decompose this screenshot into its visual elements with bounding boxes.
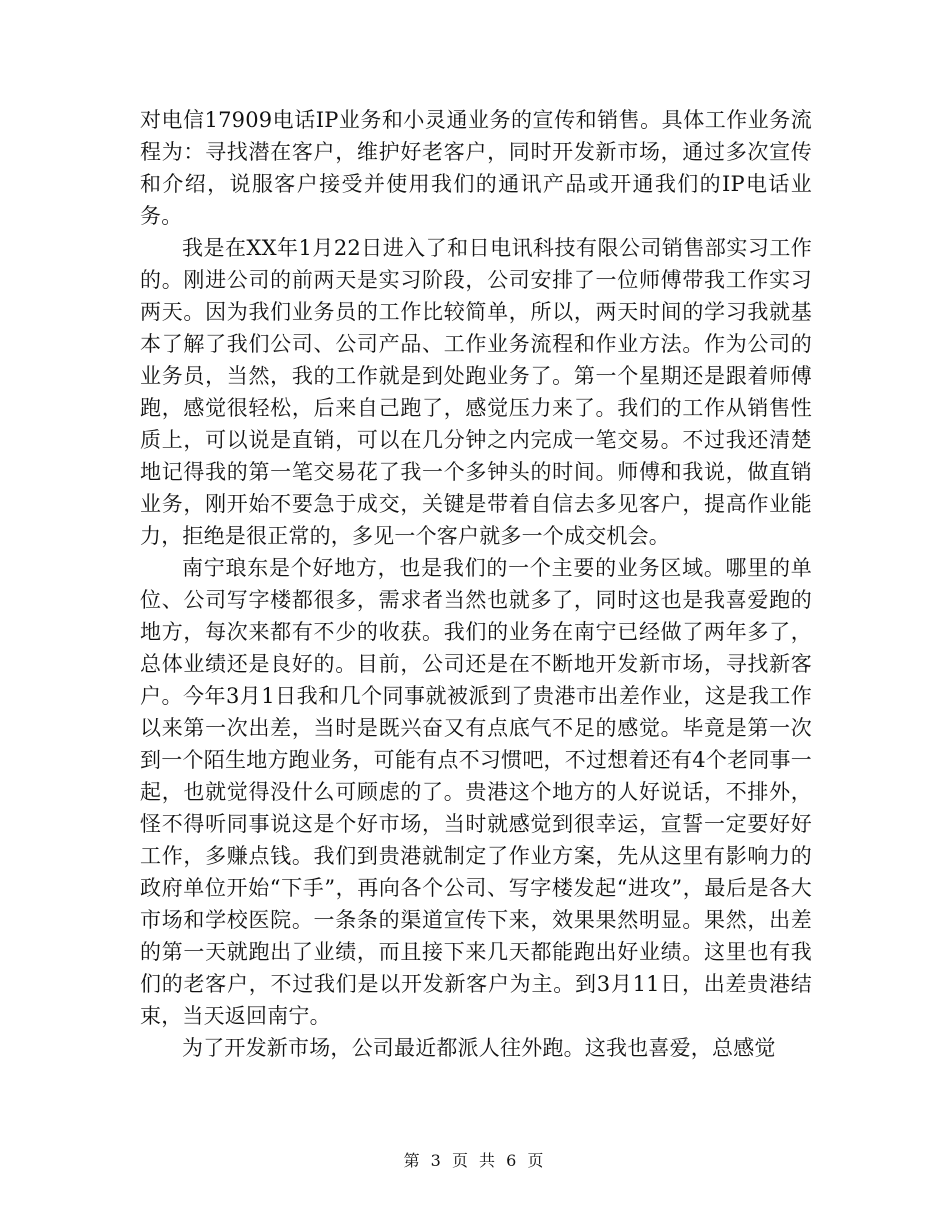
page-number-footer: 第 3 页 共 6 页 [403, 1151, 547, 1170]
paragraph-3: 南宁琅东是个好地方，也是我们的一个主要的业务区域。哪里的单位、公司写字楼都很多，需求者当然也就多了，同时这也是我喜爱跑的地方，每次来都有不少的收获。我们的业务在南宁已经做了两年多了，总体业绩还是良好的。目前，公司还是在不断地开发新市场，寻找新客户。今年3月1日我和几个同事就被派到了贵港市出差作业，这是我工作以来第一次出差，当时是既兴奋又有点底气不足的感觉。毕竟是第一次到一个陌生地方跑业务，可能有点不习惯吧，不过想着还有4个老同事一起，也就觉得没什么可顾虑的了。贵港这个地方的人好说话，不排外，怪不得听同事说这是个好市场，当时就感觉到很幸运，宣誓一定要好好工作，多赚点钱。我们到贵港就制定了作业方案，先从这里有影响力的政府单位开始“下手”，再向各个公司、写字楼发起“进攻”，最后是各大市场和学校医院。一条条的渠道宣传下来，效果果然明显。果然，出差的第一天就跑出了业绩，而且接下来几天都能跑出好业绩。这里也有我们的老客户，不过我们是以开发新客户为主。到3月11日，出差贵港结束，当天返回南宁。 [140, 556, 812, 1028]
paragraph-2: 我是在XX年1月22日进入了和日电讯科技有限公司销售部实习工作的。刚进公司的前两天是实习阶段，公司安排了一位师傅带我工作实习两天。因为我们业务员的工作比较简单，所以，两天时间的学习我就基本了解了我们公司、公司产品、工作业务流程和作业方法。作为公司的业务员，当然，我的工作就是到处跑业务了。第一个星期还是跟着师傅跑，感觉很轻松，后来自己跑了，感觉压力来了。我们的工作从销售性质上，可以说是直销，可以在几分钟之内完成一笔交易。不过我还清楚地记得我的第一笔交易花了我一个多钟头的时间。师傅和我说，做直销业务，刚开始不要急于成交，关键是带着自信去多见客户，提高作业能力，拒绝是很正常的，多见一个客户就多一个成交机会。 [140, 236, 812, 548]
paragraph-4: 为了开发新市场，公司最近都派人往外跑。这我也喜爱，总感觉 [182, 1036, 776, 1060]
paragraph-1: 对电信17909电话IP业务和小灵通业务的宣传和销售。具体工作业务流程为：寻找潜在客户，维护好老客户，同时开发新市场，通过多次宣传和介绍，说服客户接受并使用我们的通讯产品或开通我们的IP电话业务。 [140, 108, 812, 228]
document-body [140, 104, 812, 1064]
